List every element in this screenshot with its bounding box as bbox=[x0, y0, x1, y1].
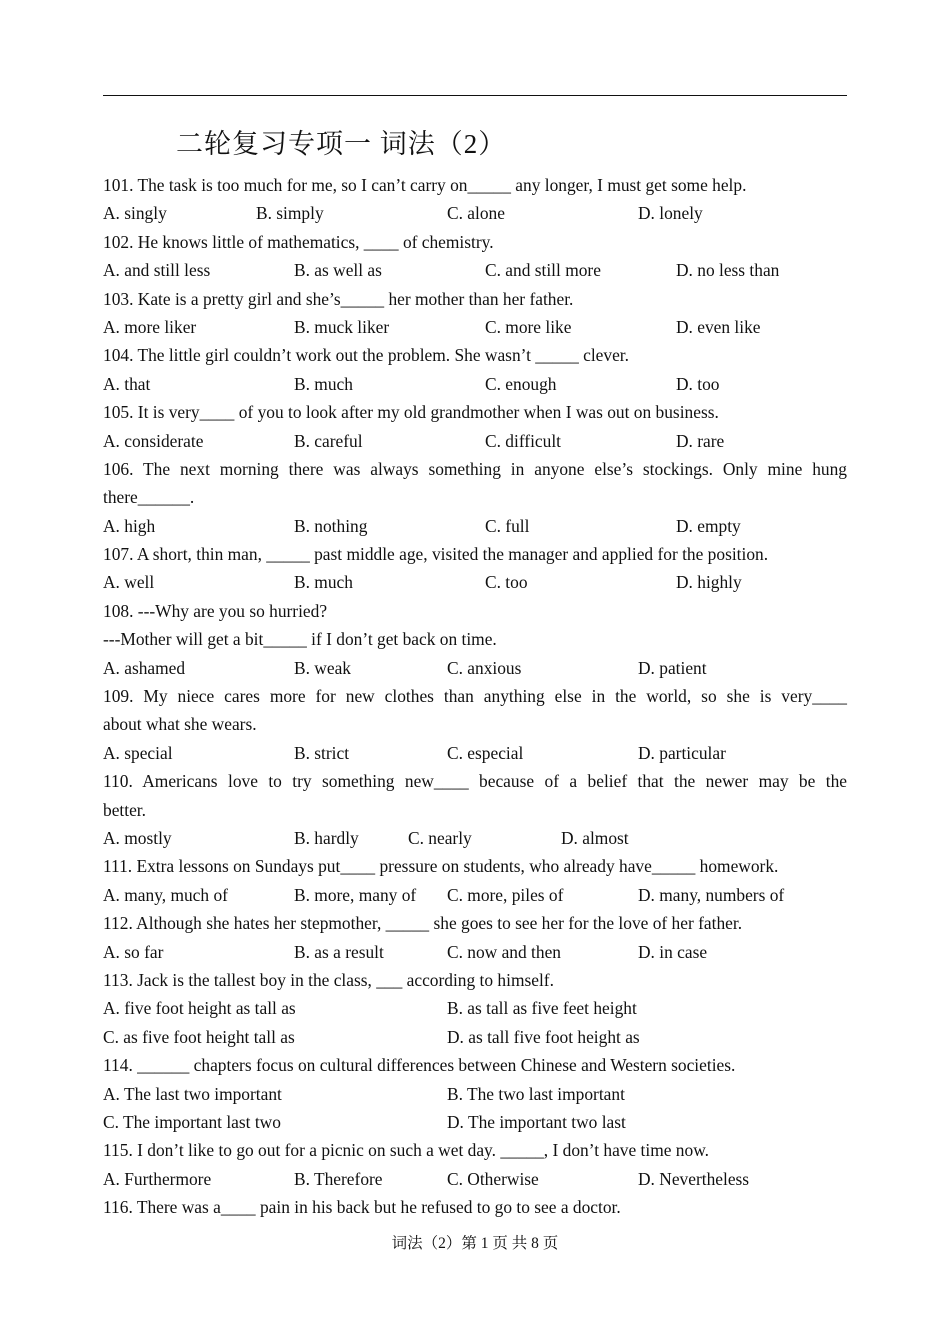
answer-option: A. Furthermore bbox=[103, 1168, 212, 1189]
answer-options-row bbox=[103, 654, 847, 682]
answer-option: C. as five foot height tall as bbox=[103, 1026, 295, 1047]
answer-option: C. difficult bbox=[485, 430, 561, 451]
answer-option: D. many, numbers of bbox=[638, 884, 785, 905]
answer-option: A. The last two important bbox=[103, 1083, 282, 1104]
answer-option: C. enough bbox=[485, 373, 557, 394]
answer-option: D. Nevertheless bbox=[638, 1168, 750, 1189]
question-text: 104. The little girl couldn’t work out the problem. She wasn’t _____ clever. bbox=[103, 345, 629, 366]
answer-option: C. especial bbox=[447, 742, 524, 763]
answer-option: C. anxious bbox=[447, 657, 522, 678]
question-text: 109. My niece cares more for new clothes than anything else in the world, so she is very____ bbox=[103, 686, 847, 707]
answer-option: D. The important two last bbox=[447, 1111, 626, 1132]
answer-option: B. much bbox=[294, 572, 353, 593]
answer-options-row bbox=[103, 881, 847, 909]
answer-options-row bbox=[103, 739, 847, 767]
answer-option: B. muck liker bbox=[294, 316, 390, 337]
answer-option: C. and still more bbox=[485, 260, 601, 281]
question-list bbox=[103, 171, 847, 1221]
answer-option: C. nearly bbox=[408, 827, 472, 848]
answer-option: B. careful bbox=[294, 430, 363, 451]
answer-option: D. almost bbox=[561, 827, 629, 848]
answer-option: D. too bbox=[676, 373, 720, 394]
answer-option: B. The two last important bbox=[447, 1083, 625, 1104]
answer-option: D. as tall five foot height as bbox=[447, 1026, 640, 1047]
question-text: 105. It is very____ of you to look after my old grandmother when I was out on business. bbox=[103, 402, 719, 423]
question-text: 114. ______ chapters focus on cultural differences between Chinese and Western societies. bbox=[103, 1055, 736, 1076]
answer-options-row bbox=[103, 824, 847, 852]
question-text: 112. Although she hates her stepmother, _____ she goes to see her for the love of her father. bbox=[103, 913, 743, 934]
answer-options-row bbox=[103, 568, 847, 596]
question-text: ---Mother will get a bit_____ if I don’t get back on time. bbox=[103, 629, 497, 650]
answer-options-row bbox=[103, 1108, 847, 1136]
answer-options-row bbox=[103, 938, 847, 966]
page-footer: 词法（2）第 1 页 共 8 页 bbox=[391, 1235, 559, 1252]
answer-option: C. more like bbox=[485, 316, 572, 337]
answer-option: D. patient bbox=[638, 657, 707, 678]
answer-option: D. in case bbox=[638, 941, 708, 962]
answer-option: D. particular bbox=[638, 742, 726, 763]
answer-options-row bbox=[103, 994, 847, 1022]
answer-option: A. high bbox=[103, 515, 156, 536]
answer-option: D. highly bbox=[676, 572, 742, 593]
answer-option: D. even like bbox=[676, 316, 761, 337]
answer-option: C. Otherwise bbox=[447, 1168, 539, 1189]
answer-options-row bbox=[103, 313, 847, 341]
question-text: 110. Americans love to try something new____ because of a belief that the newer may be the bbox=[103, 771, 847, 792]
answer-option: A. that bbox=[103, 373, 151, 394]
answer-option: A. many, much of bbox=[103, 884, 228, 905]
answer-option: C. alone bbox=[447, 203, 505, 224]
answer-option: A. so far bbox=[103, 941, 164, 962]
answer-option: A. ashamed bbox=[103, 657, 186, 678]
answer-option: B. strict bbox=[294, 742, 350, 763]
answer-option: C. The important last two bbox=[103, 1111, 281, 1132]
answer-options-row bbox=[103, 1023, 847, 1051]
question-text: better. bbox=[103, 799, 146, 820]
answer-option: A. and still less bbox=[103, 260, 211, 281]
answer-options-row bbox=[103, 370, 847, 398]
question-text: 111. Extra lessons on Sundays put____ pressure on students, who already have_____ homework. bbox=[103, 856, 779, 877]
answer-option: D. empty bbox=[676, 515, 741, 536]
answer-option: C. now and then bbox=[447, 941, 561, 962]
answer-option: A. more liker bbox=[103, 316, 197, 337]
answer-options-row bbox=[103, 1080, 847, 1108]
answer-option: B. more, many of bbox=[294, 884, 417, 905]
answer-option: A. five foot height as tall as bbox=[103, 998, 296, 1019]
answer-option: B. weak bbox=[294, 657, 351, 678]
answer-option: B. as well as bbox=[294, 260, 382, 281]
answer-option: A. special bbox=[103, 742, 173, 763]
answer-option: C. too bbox=[485, 572, 528, 593]
answer-option: B. hardly bbox=[294, 827, 359, 848]
answer-options-row bbox=[103, 427, 847, 455]
answer-option: A. mostly bbox=[103, 827, 172, 848]
question-text: about what she wears. bbox=[103, 714, 257, 735]
answer-option: B. as a result bbox=[294, 941, 384, 962]
question-text: 113. Jack is the tallest boy in the class, ___ according to himself. bbox=[103, 969, 554, 990]
answer-option: B. as tall as five feet height bbox=[447, 998, 637, 1019]
question-text: 102. He knows little of mathematics, ____ of chemistry. bbox=[103, 231, 494, 252]
question-text: 101. The task is too much for me, so I can’t carry on_____ any longer, I must get some help. bbox=[103, 175, 747, 195]
header-rule bbox=[103, 95, 847, 96]
answer-option: B. much bbox=[294, 373, 353, 394]
page-title: 二轮复习专项一 词法（2） bbox=[176, 129, 507, 159]
answer-option: A. considerate bbox=[103, 430, 204, 451]
question-text: 115. I don’t like to go out for a picnic on such a wet day. _____, I don’t have time now. bbox=[103, 1140, 709, 1161]
answer-options-row bbox=[103, 1165, 847, 1193]
question-text: 107. A short, thin man, _____ past middle age, visited the manager and applied for the position. bbox=[103, 544, 769, 565]
answer-option: B. nothing bbox=[294, 515, 368, 536]
question-text: there______. bbox=[103, 487, 195, 508]
question-text: 106. The next morning there was always something in anyone else’s stockings. Only mine hung bbox=[103, 458, 847, 479]
answer-option: B. simply bbox=[256, 203, 324, 224]
answer-option: D. rare bbox=[676, 430, 725, 451]
question-text: 116. There was a____ pain in his back but he refused to go to see a doctor. bbox=[103, 1197, 621, 1218]
answer-option: D. lonely bbox=[638, 203, 703, 224]
answer-option: A. well bbox=[103, 572, 155, 593]
answer-option: D. no less than bbox=[676, 260, 780, 281]
answer-option: A. singly bbox=[103, 203, 167, 224]
answer-option: C. more, piles of bbox=[447, 884, 564, 905]
answer-options-row bbox=[103, 512, 847, 540]
answer-option: C. full bbox=[485, 515, 530, 536]
answer-options-row bbox=[103, 199, 847, 227]
answer-option: B. Therefore bbox=[294, 1168, 383, 1189]
answer-options-row bbox=[103, 256, 847, 284]
question-text: 103. Kate is a pretty girl and she’s_____ her mother than her father. bbox=[103, 288, 574, 309]
question-text: 108. ---Why are you so hurried? bbox=[103, 600, 328, 621]
